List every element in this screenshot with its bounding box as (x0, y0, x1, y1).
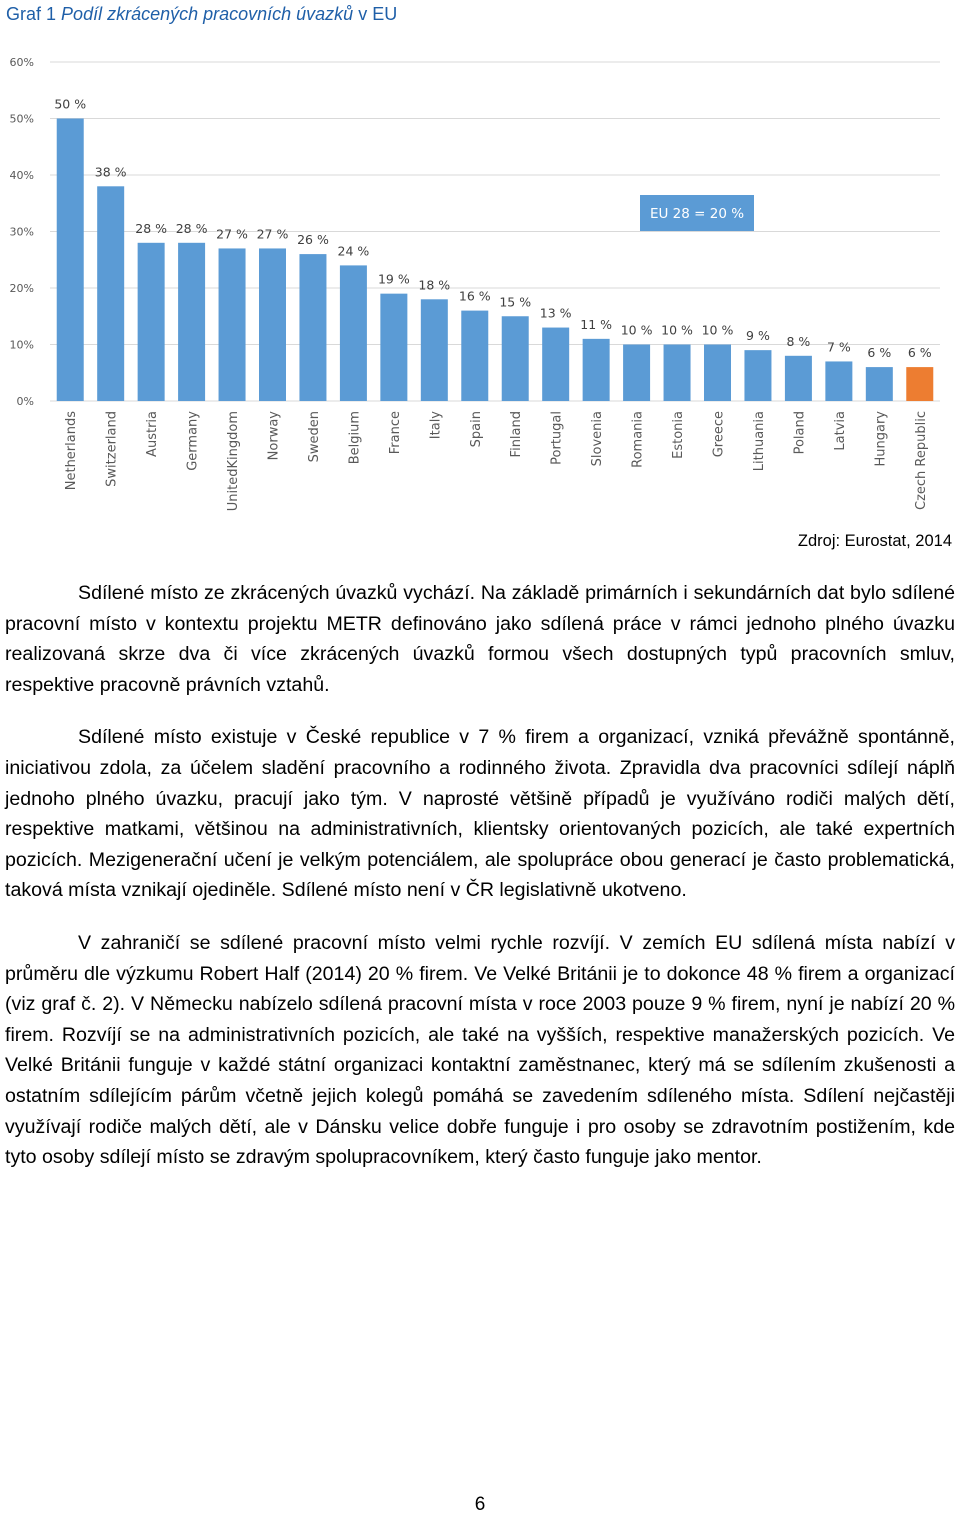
body-text (5, 578, 955, 1173)
paragraph-1: Sdílené místo ze zkrácených úvazků vychází. Na základě primárních i sekundárních dat bylo sdílené pracovní místo v kontextu projektu METR definováno jako sdílená práce v rámci jednoho plného úvazku realizovaná skrze dva či více zkrácených úvazků formou všech dostupných typů pracovních smluv, respektive pracovně právních vztahů. (5, 582, 955, 696)
data-label: 11 % (580, 316, 613, 332)
bar (57, 119, 84, 402)
data-label: 8 % (786, 333, 811, 349)
category-label: Belgium (347, 411, 363, 465)
y-tick-label: 20% (9, 282, 34, 295)
category-label: Sweden (306, 411, 322, 463)
category-label: UnitedKingdom (226, 411, 242, 512)
category-label: Switzerland (104, 411, 120, 487)
category-label: Hungary (873, 411, 889, 467)
data-label: 28 % (135, 220, 168, 236)
data-label: 9 % (746, 328, 770, 344)
bar (704, 345, 731, 402)
bar (219, 248, 246, 401)
category-label: Germany (185, 411, 201, 471)
bar (785, 356, 812, 401)
bar (340, 265, 367, 401)
data-label: 15 % (499, 294, 532, 310)
data-label: 6 % (867, 345, 892, 361)
category-label: Estonia (671, 411, 687, 459)
category-label: Finland (509, 411, 525, 458)
bar (906, 367, 933, 401)
data-label: 19 % (377, 271, 410, 287)
data-label: 10 % (620, 322, 653, 338)
bar-chart (0, 40, 960, 520)
data-label: 7 % (826, 339, 851, 355)
category-label: Italy (428, 411, 444, 440)
category-label: France (387, 411, 403, 455)
bar (744, 350, 771, 401)
data-label: 16 % (458, 288, 491, 304)
chart-title-suffix: v EU (358, 4, 398, 24)
bar (138, 243, 165, 401)
source-note: Zdroj: Eurostat, 2014 (797, 532, 952, 550)
bar (259, 248, 286, 401)
y-tick-label: 50% (9, 112, 34, 126)
category-label: Czech Republic (913, 411, 929, 510)
bar (461, 311, 488, 401)
data-label: 26 % (297, 232, 329, 248)
data-label: 10 % (701, 322, 734, 338)
category-label: Poland (792, 411, 808, 455)
bar (502, 316, 529, 401)
chart-title (6, 4, 397, 25)
category-label: Spain (468, 411, 484, 448)
category-label: Portugal (549, 411, 565, 465)
y-tick-label: 60% (9, 56, 34, 69)
bar (380, 294, 407, 401)
bar (866, 367, 893, 401)
annotation-label: EU 28 = 20 % (649, 206, 745, 222)
bar (825, 361, 852, 401)
data-label: 24 % (337, 243, 370, 259)
category-label: Slovenia (590, 411, 606, 467)
bar (542, 328, 569, 401)
data-label: 28 % (175, 220, 208, 236)
data-label: 27 % (216, 226, 248, 242)
y-tick-label: 0% (16, 395, 34, 408)
bar (664, 345, 691, 402)
y-tick-label: 30% (9, 225, 34, 239)
bar (178, 243, 205, 401)
bar (623, 345, 650, 402)
bar (97, 186, 124, 401)
paragraph-2: Sdílené místo existuje v České republice v 7 % firem a organizací, vzniká převážně spontánně, iniciativou zdola, za účelem sladění pracovního a rodinného života. Zpravidla dva pracovníci sdílejí náplň jednoho plného úvazku, pracují jako tým. V naprosté většině případů je využíváno rodiči malých dětí, respektive matkami, většinou na administrativních, klientsky orientovaných pozicích, ale také expertních pozicích. Mezigenerační učení je velkým potenciálem, ale spolupráce obou generací je často problematická, taková místa vznikají ojediněle. Sdílené místo není v ČR legislativně ukotveno. (5, 726, 955, 902)
data-label: 50 % (54, 96, 87, 112)
data-label: 38 % (94, 164, 127, 180)
category-label: Austria (145, 411, 161, 457)
page-number: 6 (474, 1494, 486, 1515)
y-tick-label: 10% (9, 338, 34, 352)
category-label: Latvia (832, 411, 848, 451)
category-label: Netherlands (64, 411, 80, 491)
data-label: 6 % (907, 345, 932, 361)
data-label: 27 % (256, 226, 289, 242)
chart-title-prefix: Graf 1 (6, 4, 57, 24)
y-tick-label: 40% (9, 169, 34, 182)
bar (583, 339, 610, 401)
category-label: Lithuania (751, 411, 767, 472)
bar (421, 299, 448, 401)
category-label: Norway (266, 411, 282, 461)
chart-title-italic: Podíl zkrácených pracovních úvazků (61, 4, 354, 24)
paragraph-3: V zahraničí se sdílené pracovní místo velmi rychle rozvíjí. V zemích EU sdílená místa nabízí v průměru dle výzkumu Robert Half (2014) 20 % firem. Ve Velké Británii je to dokonce 48 % firem a organizací (viz graf č. 2). V Německu nabízelo sdílená pracovní místa v roce 2003 pouze 9 % firem, nyní je nabízí 20 % firem. Rozvíjí se na administrativních pozicích, ale také na vyšších, respektive manažerských pozicích. Ve Velké Británii funguje v každé státní organizaci kontaktní zaměstnanec, který má se sdílením zkušenosti a ostatním sdílejícím párům včetně jejich kolegů pomáhá se zavedením sdíleného místa. Sdílení nejčastěji využívají rodiče malých dětí, ale v Dánsku velice dobře funguje i pro osoby se zdravotním postižením, kde tyto osoby sdílejí místo se zdravým spolupracovníkem, který často funguje jako mentor. (5, 931, 955, 1169)
category-label: Romania (630, 411, 646, 468)
category-label: Greece (711, 411, 727, 458)
data-label: 10 % (661, 322, 693, 338)
data-label: 18 % (418, 277, 451, 293)
bar (299, 254, 326, 401)
data-label: 13 % (539, 305, 572, 321)
